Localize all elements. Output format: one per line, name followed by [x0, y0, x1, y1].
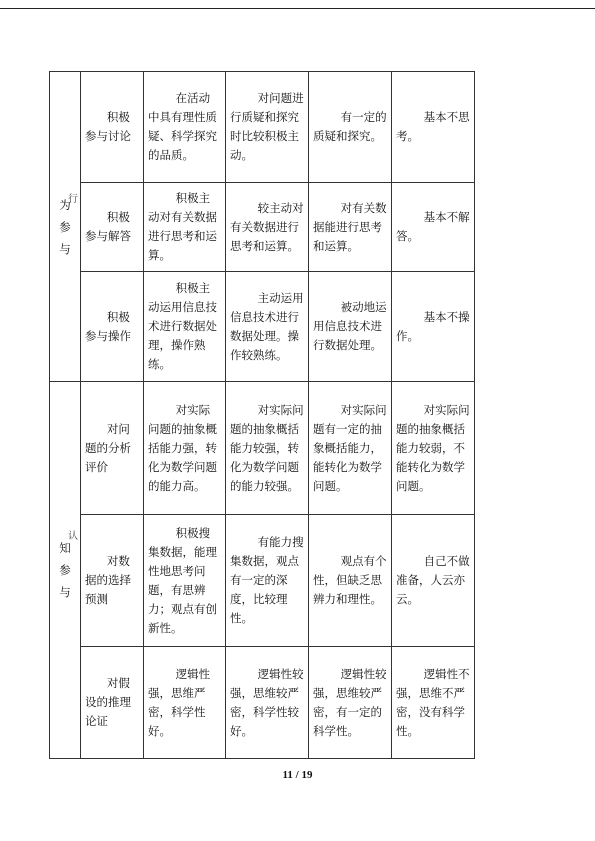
group-mark: 认	[68, 531, 78, 542]
table-row	[50, 183, 475, 272]
header-rule	[0, 8, 595, 9]
table-row	[50, 515, 475, 647]
level-cell-poor: 基本不操作。	[392, 272, 475, 382]
item-cell: 积极参与解答	[81, 183, 144, 272]
level-cell-excellent: 积极主动对有关数据进行思考和运算。	[144, 183, 226, 272]
group-mark: 行	[68, 194, 78, 205]
level-cell-good: 较主动对有关数据进行思考和运算。	[226, 183, 309, 272]
level-cell-good: 逻辑性较强，思维较严密，科学性较好。	[226, 647, 309, 759]
level-cell-poor: 对实际问题的抽象概括能力较弱，不能转化为数学问题。	[392, 382, 475, 515]
group-cell-cognition	[50, 382, 81, 759]
level-cell-fair: 有一定的质疑和探究。	[309, 72, 392, 183]
group-label-cognition: 知 参 与	[59, 541, 71, 599]
level-cell-excellent: 积极主动运用信息技术进行数据处理，操作熟练。	[144, 272, 226, 382]
item-cell: 对假设的推理论证	[81, 647, 144, 759]
evaluation-table	[49, 71, 475, 759]
level-cell-good: 主动运用信息技术进行数据处理。操作较熟练。	[226, 272, 309, 382]
level-cell-fair: 逻辑性较强，思维较严密，有一定的科学性。	[309, 647, 392, 759]
group-cell-behavior	[50, 72, 81, 382]
table-row	[50, 272, 475, 382]
item-cell: 对问题的分析评价	[81, 382, 144, 515]
level-cell-poor: 逻辑性不强，思维不严密，没有科学性。	[392, 647, 475, 759]
table-row	[50, 647, 475, 759]
table-row	[50, 382, 475, 515]
group-label-behavior: 为 参 与	[59, 197, 71, 256]
level-cell-excellent: 积极搜集数据，能理性地思考问题，有思辨力；观点有创新性。	[144, 515, 226, 647]
level-cell-good: 有能力搜集数据，观点有一定的深度，比较理性。	[226, 515, 309, 647]
level-cell-poor: 自己不做准备，人云亦云。	[392, 515, 475, 647]
item-cell: 对数据的选择预测	[81, 515, 144, 647]
level-cell-excellent: 逻辑性强，思维严密，科学性好。	[144, 647, 226, 759]
level-cell-good: 对实际问题的抽象概括能力较强，转化为数学问题的能力较强。	[226, 382, 309, 515]
level-cell-fair: 被动地运用信息技术进行数据处理。	[309, 272, 392, 382]
level-cell-excellent: 对实际问题的抽象概括能力强，转化为数学问题的能力高。	[144, 382, 226, 515]
item-cell: 积极参与操作	[81, 272, 144, 382]
level-cell-fair: 对有关数据能进行思考和运算。	[309, 183, 392, 272]
level-cell-good: 对问题进行质疑和探究时比较积极主动。	[226, 72, 309, 183]
level-cell-excellent: 在活动中具有理性质疑、科学探究的品质。	[144, 72, 226, 183]
level-cell-fair: 对实际问题有一定的抽象概括能力，能转化为数学问题。	[309, 382, 392, 515]
level-cell-poor: 基本不思考。	[392, 72, 475, 183]
level-cell-fair: 观点有个性，但缺乏思辨力和理性。	[309, 515, 392, 647]
level-cell-poor: 基本不解答。	[392, 183, 475, 272]
table-row	[50, 72, 475, 183]
item-cell: 积极参与讨论	[81, 72, 144, 183]
page-number: 11 / 19	[282, 769, 313, 781]
